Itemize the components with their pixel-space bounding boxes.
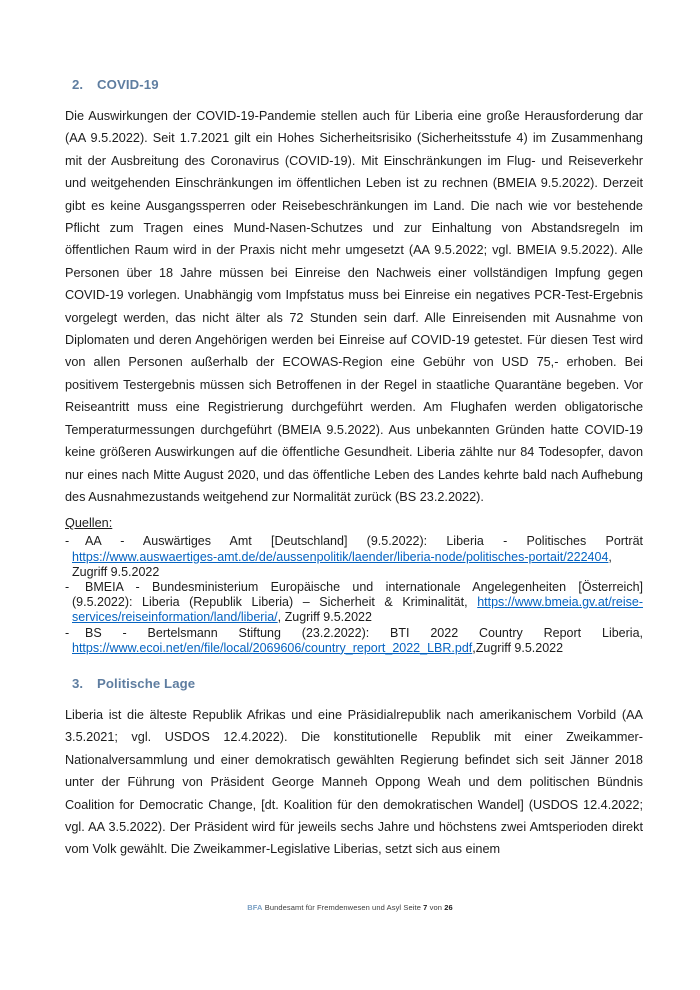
footer-page-number: 7 [423, 903, 428, 912]
source-item-bmeia [65, 580, 643, 626]
sources-label: Quellen: [65, 516, 113, 531]
source-suffix: ,Zugriff 9.5.2022 [472, 640, 564, 655]
source-link-aa[interactable]: https://www.auswaertiges-amt.de/de/aussenpolitik/laender/liberia-node/politisches-portait/222404 [72, 549, 609, 564]
section-number: 2. [72, 77, 84, 92]
section-number: 3. [72, 675, 84, 691]
source-link-bs[interactable]: https://www.ecoi.net/en/file/local/2069606/country_report_2022_LBR.pdf [72, 640, 473, 655]
list-dash: - [65, 579, 70, 594]
footer-brand-bfa: BFA [247, 903, 263, 912]
footer-label: Bundesamt für Fremdenwesen und Asyl Seite [262, 903, 424, 912]
politische-lage-paragraph: Liberia ist die älteste Republik Afrikas und eine Präsidialrepublik nach amerikanischem Vorbild (AA 3.5.2021; vgl. USDOS 12.4.2022). Die konstitutionelle Republik mit einer Zweikammer-Nationalversammlung und einer demokratisch gewählten Regierung befindet sich seit Jänner 2018 unter der Führung von Präsident George Manneh Oppong Weah und dem politischen Bündnis Coalition for Democratic Change, [dt. Koalition für den demokratischen Wandel] (USDOS 12.4.2022; vgl. AA 3.5.2022). Der Präsident wird für jeweils sechs Jahre und höchstens zwei Amtsperioden direkt vom Volk gewählt. Die Zweikammer-Legislative Liberias, setzt sich aus einem [65, 707, 643, 857]
source-suffix: , Zugriff 9.5.2022 [277, 610, 372, 625]
source-text: AA - Auswärtiges Amt [Deutschland] (9.5.2022): Liberia - Politisches Porträt [85, 534, 643, 549]
source-link-bmeia[interactable]: https://www.bmeia.gv.at/reise-services/reiseinformation/land/liberia/ [72, 595, 643, 625]
source-item-bs [65, 626, 643, 656]
footer-page-total: 26 [444, 903, 453, 912]
list-dash: - [65, 625, 70, 640]
page-footer [0, 903, 700, 912]
source-text: BS - Bertelsmann Stiftung (23.2.2022): BTI 2022 Country Report Liberia, [85, 625, 643, 640]
source-item-aa [65, 534, 643, 580]
section-heading-politische-lage [72, 676, 643, 691]
sources-list [65, 534, 643, 656]
source-suffix: , Zugriff 9.5.2022 [72, 549, 612, 579]
section-heading-covid19 [72, 77, 643, 92]
section-title: Politische Lage [97, 675, 196, 691]
list-dash: - [65, 534, 70, 549]
page-content [65, 77, 643, 861]
footer-separator: von [427, 903, 445, 912]
section-title: COVID-19 [97, 77, 159, 92]
covid19-paragraph: Die Auswirkungen der COVID-19-Pandemie stellen auch für Liberia eine große Herausforderung dar (AA 9.5.2022). Seit 1.7.2021 gilt ein Hohes Sicherheitsrisiko (Sicherheitsstufe 4) im Zusammenhang mit der Ausbreitung des Coronavirus (COVID-19). Mit Einschränkungen im Flug- und Reiseverkehr und weitgehenden Einschränkungen im öffentlichen Leben ist zu rechnen (BMEIA 9.5.2022). Derzeit gibt es keine Ausgangssperren oder Reisebeschränkungen im Land. Die nach wie vor bestehende Pflicht zum Tragen eines Mund-Nasen-Schutzes und zur Einhaltung von Abstandsregeln im öffentlichen Raum wird in der Praxis nicht mehr umgesetzt (AA 9.5.2022; vgl. BMEIA 9.5.2022). Alle Personen über 18 Jahre müssen bei Einreise den Nachweis einer vollständigen Impfung gegen COVID-19 vorlegen. Unabhängig vom Impfstatus muss bei Einreise ein negatives PCR-Test-Ergebnis vorgelegt werden, das nicht älter als 72 Stunden sein darf. Alle Einreisenden mit Ausnahme von Diplomaten und deren Angehörigen werden bei Einreise auf COVID-19 getestet. Für diesen Test wird von allen Personen außerhalb der ECOWAS-Region eine Gebühr von USD 75,- erhoben. Bei positivem Testergebnis müssen sich Betroffenen in der Regel in staatliche Quarantäne begeben. Vor Reiseantritt muss eine Registrierung durchgeführt werden. Am Flughafen werden obligatorische Temperaturmessungen durchgeführt (BMEIA 9.5.2022). Aus unbekannten Gründen hatte COVID-19 keine größeren Auswirkungen auf die öffentliche Gesundheit. Liberia zählte nur 84 Todesopfer, davon nur eines nach Mitte August 2020, und das öffentliche Leben des Landes kehrte bald nach Aufhebung des Ausnahmezustands weitgehend zur Normalität zurück (BS 23.2.2022). [65, 109, 643, 504]
source-text: BMEIA - Bundesministerium Europäische und internationale Angelegenheiten [Österreich] (9.5.2022): Liberia (Republik Liberia) – Sicherheit & Kriminalität, [72, 579, 643, 610]
